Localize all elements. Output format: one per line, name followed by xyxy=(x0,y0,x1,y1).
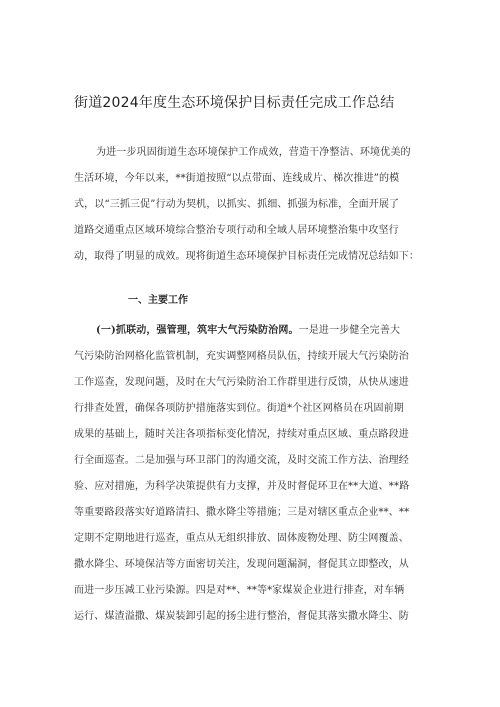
body-line-1: 气污染防治网格化监管机制，充实调整网格员队伍，持续开展大气污染防治 xyxy=(74,351,409,362)
document-title: 街道2024年度生态环境保护目标责任完成工作总结 xyxy=(74,95,395,111)
body-line-10: 而进一步压减工业污染源。四是对**、**等*家煤炭企业进行排查，对车辆 xyxy=(74,585,405,596)
intro-line-3: 式，以“三抓三促”行动为契机，以抓实、抓细、抓强为标准，全面开展了 xyxy=(74,199,400,210)
subsection-lead: (一)抓联动，强管理，筑牢大气污染防治网。 xyxy=(96,325,299,336)
body-line-6: 验、应对措施，为科学决策提供有力支撑，并及时督促环卫在**大道、**路 xyxy=(74,481,410,492)
intro-line-1: 为进一步巩固街道生态环境保护工作成效，营造干净整洁、环境优美的 xyxy=(96,147,411,158)
body-line-2: 工作巡查，发现问题，及时在大气污染防治工作群里进行反馈，从快从速进 xyxy=(74,377,409,388)
body-line-9: 撒水降尘、环境保洁等方面密切关注，发现问题漏洞，督促其立即整改，从 xyxy=(74,559,409,570)
body-line-4: 成果的基础上，随时关注各项指标变化情况，持续对重点区域、重点路段进 xyxy=(74,429,409,440)
subsection-first-line xyxy=(96,324,406,338)
intro-line-2: 生活环境，今年以来，**街道按照“以点带面、连线成片、梯次推进”的模 xyxy=(74,173,400,184)
body-line-5: 行全面巡查。二是加强与环卫部门的沟通交流，及时交流工作方法、治理经 xyxy=(74,455,409,466)
body-line-7: 等重要路段落实好道路清扫、撒水降尘等措施；三是对辖区重点企业**、** xyxy=(74,507,410,518)
body-line-3: 行排查处置，确保各项防护措施落实到位。街道*个社区网格员在巩固前期 xyxy=(74,403,404,414)
intro-line-5: 动，取得了明显的成效。现将街道生态环境保护目标责任完成情况总结如下： xyxy=(74,251,420,262)
intro-line-4: 道路交通重点区域环境综合整治专项行动和全域人居环境整治集中攻坚行 xyxy=(74,225,399,236)
body-line-11: 运行、煤渣溢撒、煤炭装卸引起的扬尘进行整治，督促其落实撒水降尘、防 xyxy=(74,611,409,622)
body-line-8: 定期不定期地进行巡查，重点从无组织排放、固体废物处理、防尘网覆盖、 xyxy=(74,533,409,544)
subsection-first-line-rest: 一是进一步健全完善大 xyxy=(298,325,401,336)
section-heading: 一、主要工作 xyxy=(128,295,188,306)
